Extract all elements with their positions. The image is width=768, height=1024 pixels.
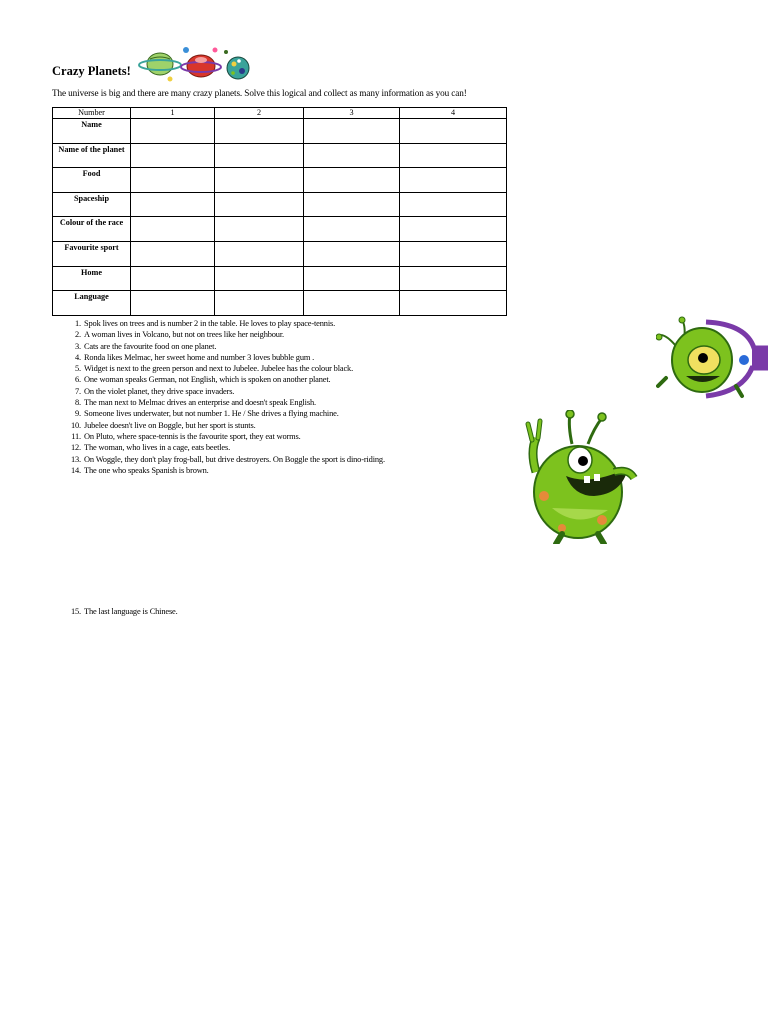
clue-text: On the violet planet, they drive space invaders. [84,386,235,396]
clue-number: 12. [70,443,81,453]
row-label: Language [53,291,131,316]
clue-item [75,341,385,352]
clue-text: Ronda likes Melmac, her sweet home and number 3 loves bubble gum . [84,352,315,362]
answer-cell[interactable] [400,241,507,266]
clue-text: Spok lives on trees and is number 2 in the table. He loves to play space-tennis. [84,319,336,328]
answer-cell[interactable] [400,217,507,242]
clue-item [70,454,385,465]
answer-cell[interactable] [215,241,304,266]
row-label: Food [53,168,131,193]
table-row [53,217,507,242]
column-header-4: 4 [400,108,507,119]
row-label: Favourite sport [53,241,131,266]
clue-number: 14. [70,465,81,475]
clue-text: Someone lives underwater, but not number 1. He / She drives a flying machine. [84,409,339,419]
clue-number: 9. [75,409,81,419]
table-row [53,192,507,217]
clue-item [75,352,385,363]
clue-15 [70,607,178,616]
clue-text: On Pluto, where space-tennis is the favourite sport, they eat worms. [84,431,301,441]
answer-cell[interactable] [304,192,400,217]
clue-item [75,318,385,329]
clue-number: 3. [75,341,81,351]
answer-cell[interactable] [131,168,215,193]
answer-cell[interactable] [304,291,400,316]
answer-cell[interactable] [400,119,507,144]
answer-cell[interactable] [131,291,215,316]
clue-number: 13. [70,454,81,464]
column-header-1: 1 [131,108,215,119]
clue-text: On Woggle, they don't play frog-ball, but drive destroyers. On Boggle the sport is dino-riding. [84,454,385,464]
answer-cell[interactable] [215,217,304,242]
green-alien-peace-sign-icon [522,410,640,544]
answer-cell[interactable] [304,217,400,242]
logic-grid-table [52,107,507,316]
clue-text: Widget is next to the green person and next to Jubelee. Jubelee has the colour black. [84,364,354,374]
clue-number: 11. [71,431,81,441]
clue-number: 4. [75,352,81,362]
clue-text: One woman speaks German, not English, which is spoken on another planet. [84,375,331,385]
green-alien-in-purple-ship-icon [656,316,768,400]
row-label: Home [53,266,131,291]
clue-number: 8. [75,398,81,408]
table-row [53,168,507,193]
row-label: Name of the planet [53,143,131,168]
table-row [53,266,507,291]
clue-text: The last language is Chinese. [84,607,178,616]
clue-number: 6. [75,375,81,385]
answer-cell[interactable] [131,119,215,144]
answer-cell[interactable] [400,143,507,168]
column-header-number: Number [53,108,131,119]
answer-cell[interactable] [304,168,400,193]
answer-cell[interactable] [304,266,400,291]
answer-cell[interactable] [215,192,304,217]
clue-item [75,397,385,408]
clue-item [70,442,385,453]
clue-item [70,420,385,431]
answer-cell[interactable] [215,119,304,144]
answer-cell[interactable] [400,291,507,316]
worksheet-title: Crazy Planets! [52,64,131,78]
clue-number: 7. [75,386,81,396]
answer-cell[interactable] [215,143,304,168]
answer-cell[interactable] [131,143,215,168]
answer-cell[interactable] [215,168,304,193]
table-row [53,143,507,168]
answer-cell[interactable] [131,217,215,242]
answer-cell[interactable] [400,168,507,193]
clue-text: The woman, who lives in a cage, eats beetles. [84,443,231,453]
answer-cell[interactable] [400,192,507,217]
clue-number: 10. [70,420,81,430]
clue-item [75,386,385,397]
clue-item [70,465,385,476]
clue-item [75,374,385,385]
answer-cell[interactable] [215,266,304,291]
planets-clipart-icon [138,44,254,84]
clue-text: The man next to Melmac drives an enterprise and doesn't speak English. [84,398,316,408]
clue-list [70,318,385,476]
row-label: Name [53,119,131,144]
answer-cell[interactable] [304,241,400,266]
answer-cell[interactable] [131,266,215,291]
answer-cell[interactable] [304,119,400,144]
clue-text: Cats are the favourite food on one planet. [84,341,217,351]
clue-text: A woman lives in Volcano, but not on trees like her neighbour. [84,330,284,340]
table-row [53,241,507,266]
column-header-3: 3 [304,108,400,119]
answer-cell[interactable] [400,266,507,291]
clue-item [75,329,385,340]
row-label: Spaceship [53,192,131,217]
answer-cell[interactable] [131,241,215,266]
clue-item [75,363,385,374]
clue-number: 1. [75,319,81,328]
clue-item [71,431,385,442]
clue-number: 2. [75,330,81,340]
clue-number: 15. [70,607,81,616]
answer-cell[interactable] [131,192,215,217]
row-label: Colour of the race [53,217,131,242]
table-header-row [53,108,507,119]
clue-text: Jubelee doesn't live on Boggle, but her sport is stunts. [84,420,256,430]
answer-cell[interactable] [215,291,304,316]
clue-item [75,408,385,419]
answer-cell[interactable] [304,143,400,168]
table-row [53,291,507,316]
column-header-2: 2 [215,108,304,119]
clue-text: The one who speaks Spanish is brown. [84,465,209,475]
intro-text: The universe is big and there are many crazy planets. Solve this logical and collect as many information as you can! [52,88,467,98]
clue-number: 5. [75,364,81,374]
table-row [53,119,507,144]
